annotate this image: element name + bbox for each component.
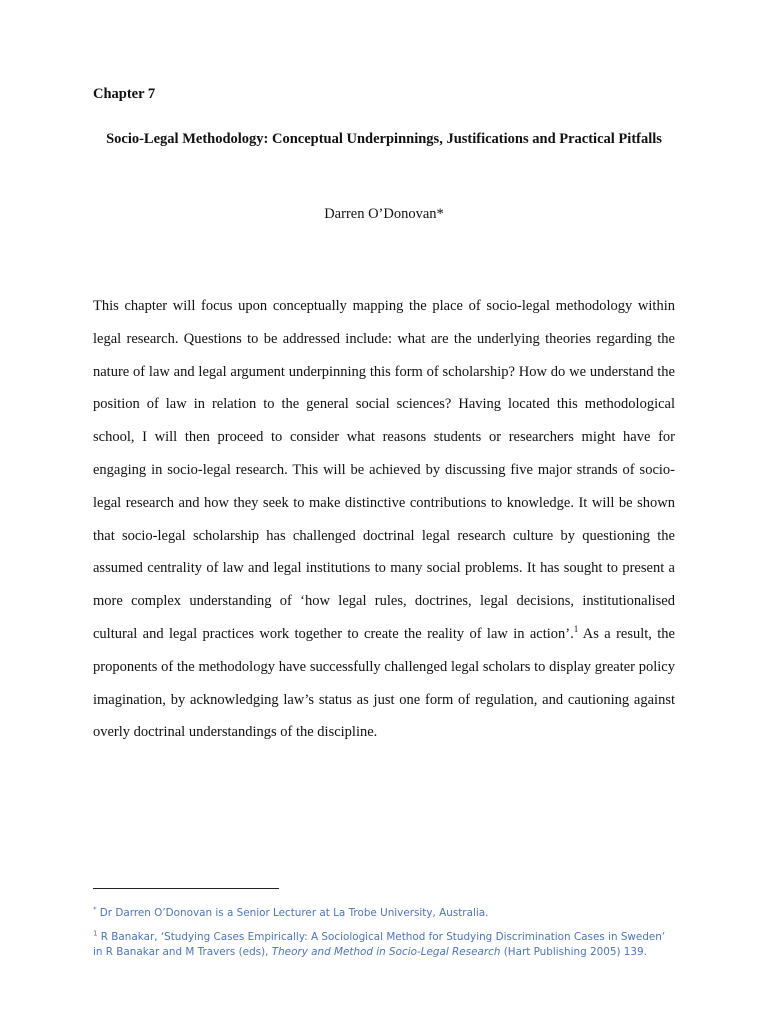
footnote-reference-1[interactable]: 1 xyxy=(573,624,579,635)
footnote-1-book-title: Theory and Method in Socio-Legal Research xyxy=(271,946,501,958)
body-paragraph xyxy=(93,290,675,749)
footnote-1 xyxy=(93,930,675,960)
footnotes xyxy=(93,906,675,969)
footnote-author xyxy=(93,906,675,921)
chapter-label: Chapter 7 xyxy=(93,86,156,102)
chapter-title: Socio-Legal Methodology: Conceptual Underpinnings, Justifications and Practical Pitfalls xyxy=(106,131,662,147)
body-text-part-1: This chapter will focus upon conceptually mapping the place of socio-legal methodology within legal research. Questions to be addressed include: what are the underlying theories regarding the nature of law and legal argument underpinning this form of scholarship? How do we understand the position of law in relation to the general social sciences? Having located this methodological school, I will then proceed to consider what reasons students or researchers might have for engaging in socio-legal research. This will be achieved by discussing five major strands of socio- legal research and how they seek to make distinctive contributions to knowledge. It will be shown that socio-legal scholarship has challenged doctrinal legal research culture by questioning the assumed centrality of law and legal institutions to many social problems. It has sought to present a more complex understanding of ‘how legal rules, doctrines, legal decisions, institutionalised cultural and legal practices work together to create the reality of law in action’. xyxy=(93,298,675,642)
footnote-mark-1: 1 xyxy=(93,929,98,938)
footnote-author-text: Dr Darren O’Donovan is a Senior Lecturer at La Trobe University, Australia. xyxy=(96,907,489,919)
footnote-mark-star: * xyxy=(93,905,97,914)
footnote-1-text-start: R Banakar, ‘Studying Cases Empirically: A Sociological Method for Studying Discrimination Cases in Sweden’ in R Banakar and M Travers (eds), xyxy=(93,931,666,958)
footnote-separator xyxy=(93,888,279,889)
body-text-part-2: As a result, the proponents of the methodology have successfully challenged legal scholars to display greater policy imagination, by acknowledging law’s status as just one form of regulation, and cautioning against overly doctrinal understandings of the discipline. xyxy=(93,625,675,741)
footnote-1-text-end: (Hart Publishing 2005) 139. xyxy=(500,946,647,958)
author-name: Darren O’Donovan* xyxy=(324,206,444,222)
